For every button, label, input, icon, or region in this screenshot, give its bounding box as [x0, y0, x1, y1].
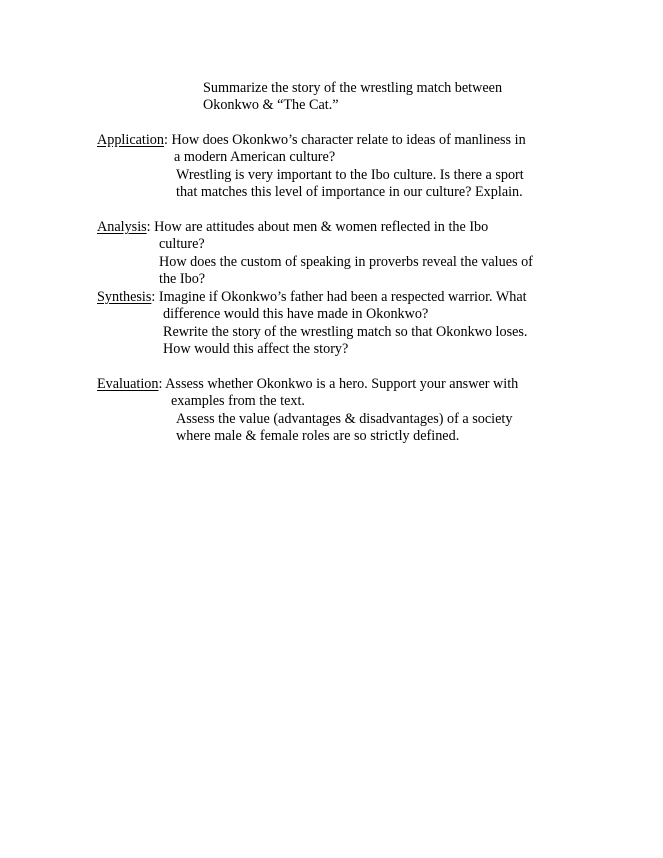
intro-line: Okonkwo & “The Cat.”: [203, 97, 339, 113]
section-first-line: [97, 376, 518, 393]
intro-line: Summarize the story of the wrestling match between: [203, 80, 503, 96]
section-line: culture?: [159, 236, 205, 252]
section-heading: Analysis: [97, 219, 147, 235]
section-line: How would this affect the story?: [163, 341, 349, 357]
section-line: the Ibo?: [159, 271, 206, 287]
section-heading: Evaluation: [97, 376, 159, 392]
section-line: where male & female roles are so strictly defined.: [176, 428, 460, 444]
section-first-line: [97, 289, 527, 306]
section-first-line: [97, 132, 526, 149]
section-heading: Application: [97, 132, 164, 148]
section-line: difference would this have made in Okonkwo?: [163, 306, 429, 322]
section-line: Wrestling is very important to the Ibo culture. Is there a sport: [176, 167, 524, 183]
section-text: : Assess whether Okonkwo is a hero. Support your answer with: [158, 376, 519, 392]
section-line: a modern American culture?: [174, 149, 336, 165]
section-first-line: [97, 219, 488, 236]
section-heading: Synthesis: [97, 289, 152, 305]
section-line: examples from the text.: [171, 393, 305, 409]
section-text: : Imagine if Okonkwo’s father had been a respected warrior. What: [151, 289, 527, 305]
section-line: How does the custom of speaking in proverbs reveal the values of: [159, 254, 533, 270]
section-line: that matches this level of importance in our culture? Explain.: [176, 184, 523, 200]
section-text: : How does Okonkwo’s character relate to ideas of manliness in: [163, 132, 526, 148]
section-line: Rewrite the story of the wrestling match so that Okonkwo loses.: [163, 324, 528, 340]
section-text: : How are attitudes about men & women reflected in the Ibo: [146, 219, 489, 235]
section-line: Assess the value (advantages & disadvantages) of a society: [176, 411, 513, 427]
